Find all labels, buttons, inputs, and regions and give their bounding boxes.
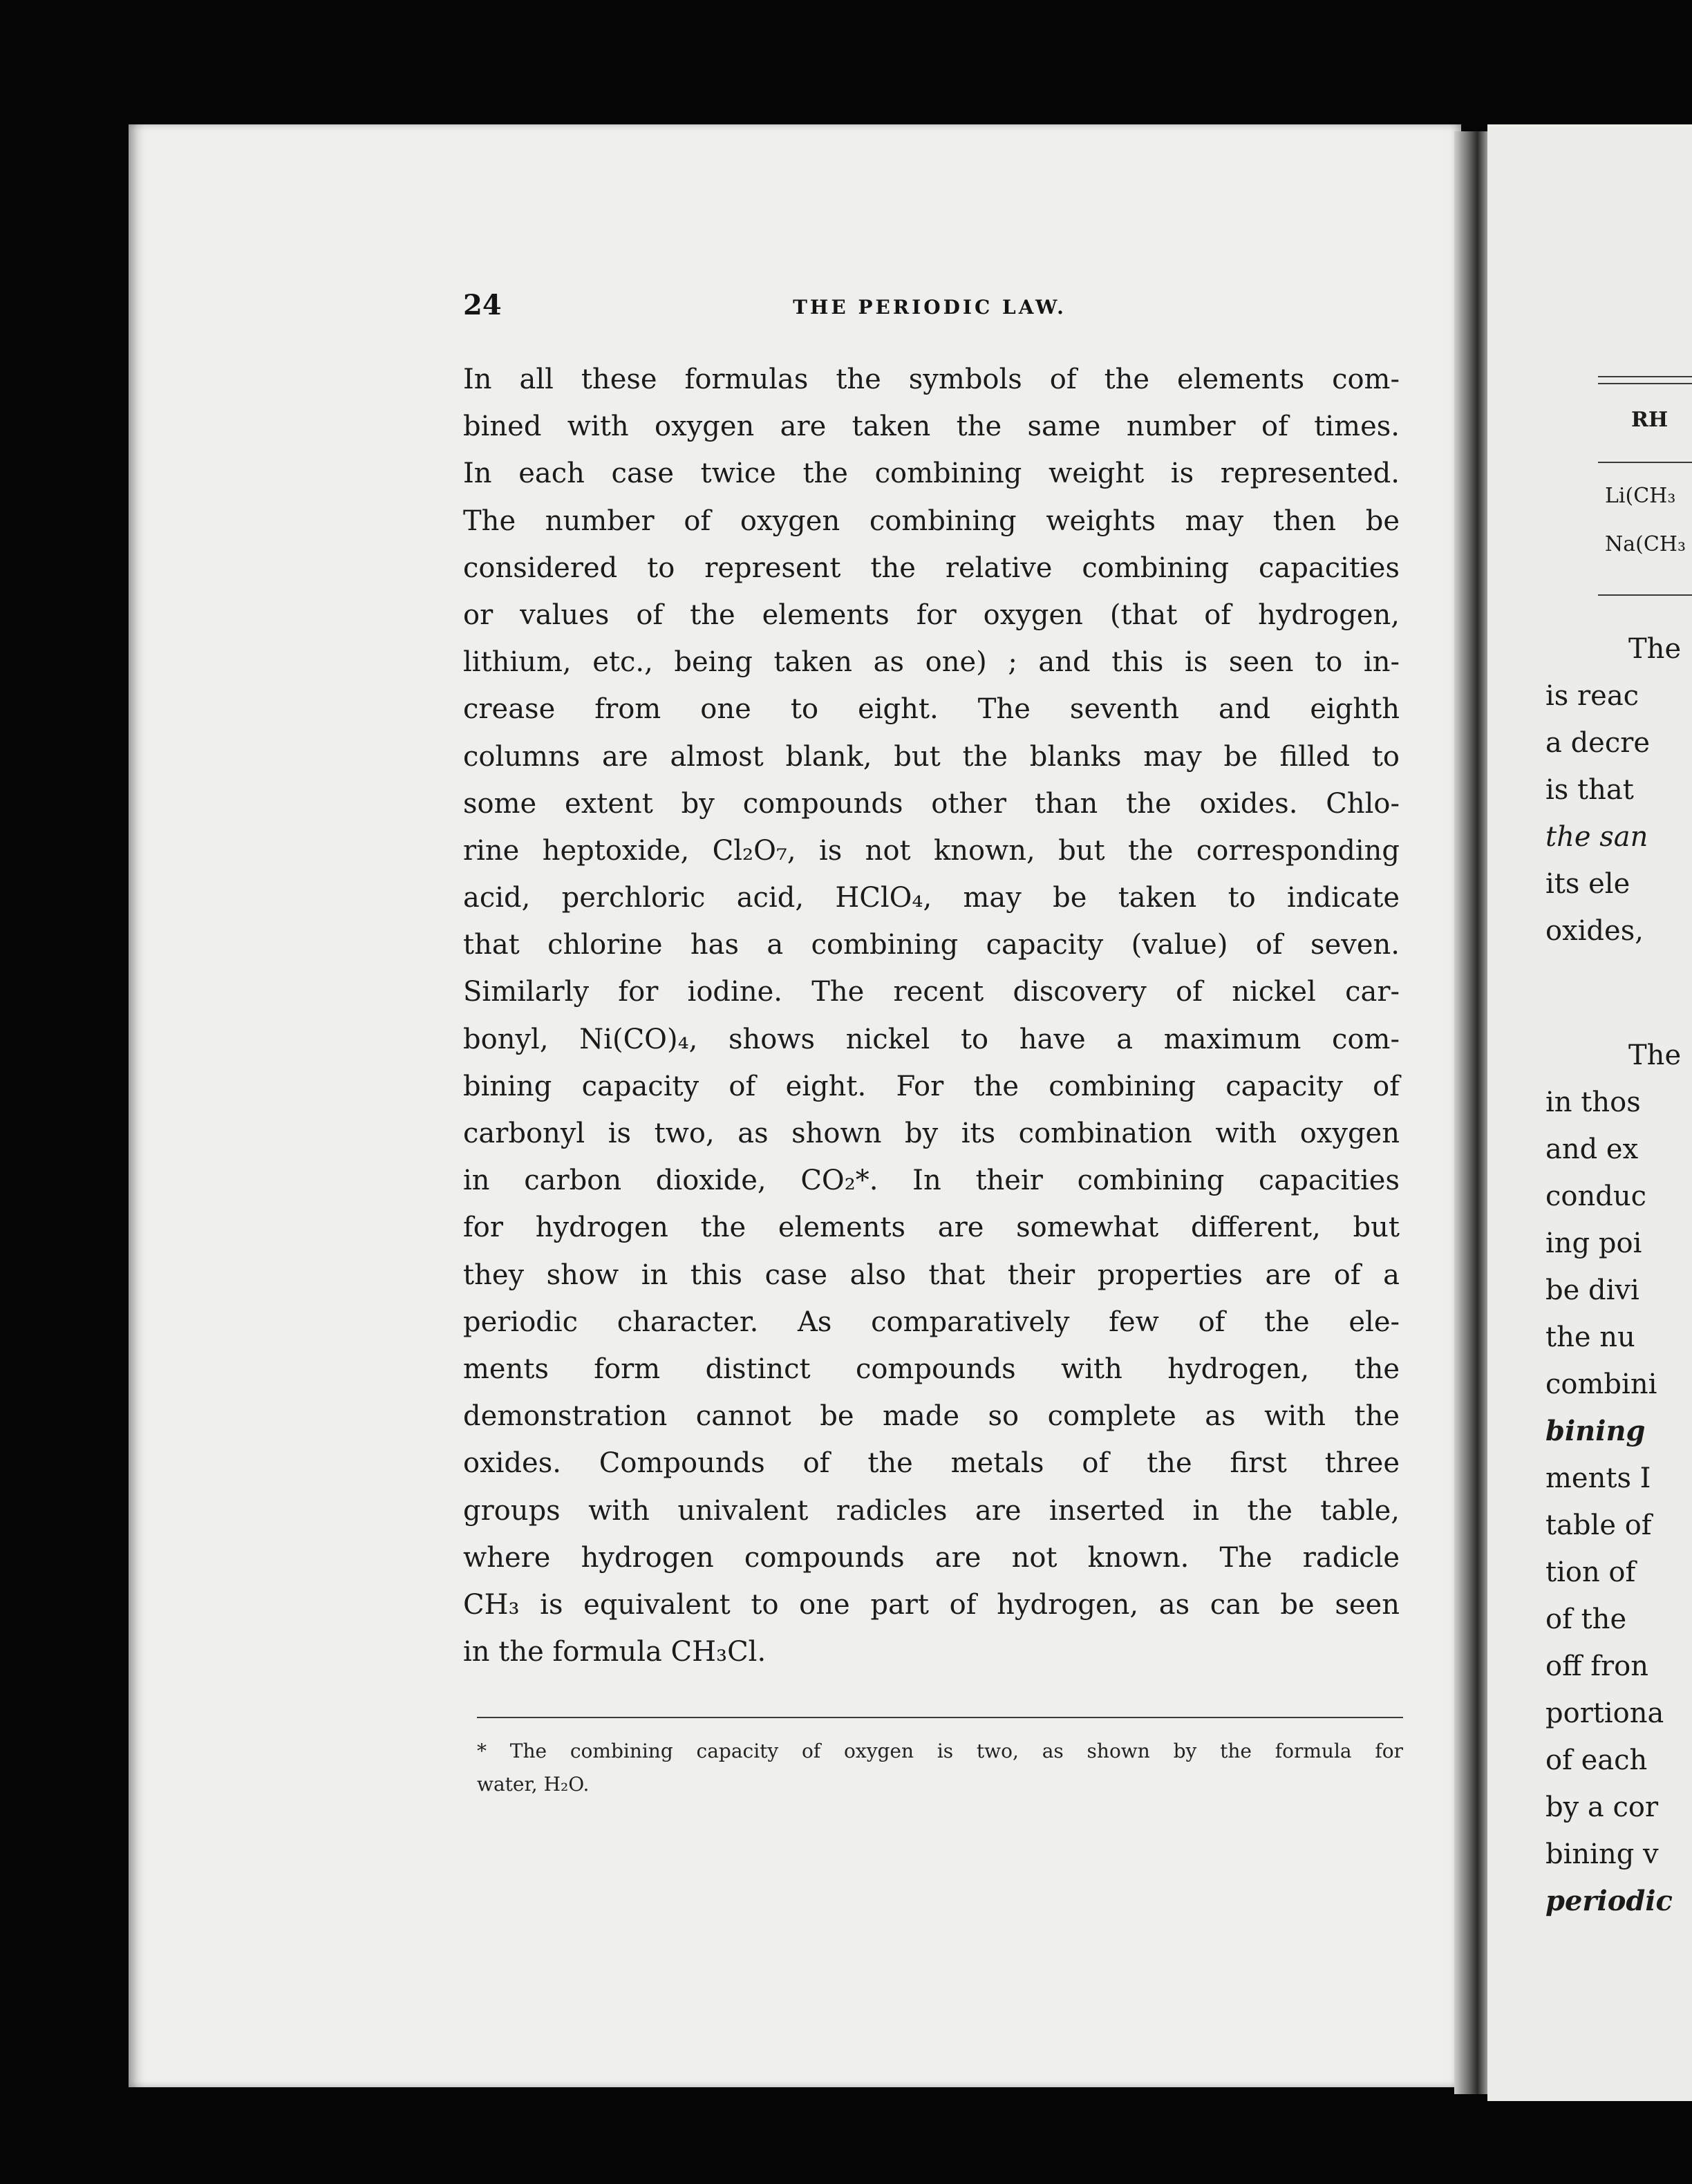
right-table-top-rule [1598,376,1692,377]
body-line: bining capacity of eight. For the combining capacity of [463,1070,1400,1102]
right-line: periodic [1545,1885,1673,1917]
right-line: its ele [1545,868,1630,900]
page-header [463,289,1396,330]
right-line: by a cor [1545,1791,1659,1823]
book-gutter [1454,131,1487,2094]
right-line: in thos [1545,1086,1641,1118]
right-line: oxides, [1545,915,1644,947]
body-text [463,356,1400,1675]
right-line: of each [1545,1744,1648,1776]
body-line: they show in this case also that their properties are of a [463,1259,1400,1291]
body-line: CH₃ is equivalent to one part of hydrogen, as can be seen [463,1588,1400,1621]
body-line: The number of oxygen combining weights may then be [463,505,1400,537]
body-line: where hydrogen compounds are not known. The radicle [463,1541,1400,1574]
right-table-row: Na(CH₃ [1605,532,1686,556]
body-line: in carbon dioxide, CO₂*. In their combining capacities [463,1165,1400,1197]
footnote-divider [477,1717,1403,1718]
right-line: be divi [1545,1274,1639,1306]
right-page-text [1545,625,1681,1925]
body-line: some extent by compounds other than the oxides. Chlo- [463,787,1400,820]
body-line: demonstration cannot be made so complete as with the [463,1400,1400,1433]
body-line: that chlorine has a combining capacity (value) of seven. [463,929,1400,961]
right-line: is that [1545,774,1634,806]
right-line: combini [1545,1368,1657,1400]
right-line: of the [1545,1603,1627,1635]
body-line: oxides. Compounds of the metals of the first three [463,1447,1400,1480]
right-line: is reac [1545,680,1639,712]
body-line: In each case twice the combining weight is represented. [463,458,1400,490]
right-table-bottom-rule [1598,594,1692,596]
body-line: carbonyl is two, as shown by its combination with oxygen [463,1118,1400,1149]
body-line: In all these formulas the symbols of the elements com- [463,364,1400,395]
right-line: conduc [1545,1180,1647,1212]
body-line: columns are almost blank, but the blanks may be filled to [463,740,1400,773]
right-table-header: RH [1631,408,1668,432]
body-line: ments form distinct compounds with hydrogen, the [463,1353,1400,1385]
body-line: or values of the elements for oxygen (that of hydrogen, [463,599,1400,631]
right-line: bining v [1545,1838,1659,1870]
right-line: off fron [1545,1650,1648,1682]
right-line: The [1628,633,1682,665]
body-line: bonyl, Ni(CO)₄, shows nickel to have a maximum com- [463,1023,1400,1055]
footnote-line: * The combining capacity of oxygen is two, as shown by the formula for [477,1740,1403,1762]
right-line: the san [1545,821,1648,853]
body-line: crease from one to eight. The seventh and eighth [463,693,1400,726]
right-table-row: Li(CH₃ [1605,484,1676,508]
footnote [477,1735,1403,1801]
body-line: Similarly for iodine. The recent discovery of nickel car- [463,976,1400,1008]
running-head: THE PERIODIC LAW. [793,296,1066,319]
body-line: for hydrogen the elements are somewhat different, but [463,1212,1400,1244]
right-line: tion of [1545,1556,1636,1588]
body-line: periodic character. As comparatively few of the ele- [463,1306,1400,1338]
right-line: ing poi [1545,1227,1642,1259]
body-line: considered to represent the relative combining capacities [463,552,1400,584]
right-line: and ex [1545,1133,1639,1165]
right-line: the nu [1545,1321,1635,1353]
right-table-top-rule-2 [1598,383,1692,384]
body-line: acid, perchloric acid, HClO₄, may be taken to indicate [463,882,1400,914]
footnote-line: water, H₂O. [477,1773,590,1796]
body-line: rine heptoxide, Cl₂O₇, is not known, but the corresponding [463,834,1400,867]
right-line: a decre [1545,727,1651,759]
right-table-mid-rule [1598,462,1692,463]
paragraph-gap [1545,954,1681,1032]
body-line: groups with univalent radicles are inserted in the table, [463,1494,1400,1527]
body-line: lithium, etc., being taken as one) ; and this is seen to in- [463,646,1400,679]
page-number: 24 [463,289,502,321]
right-line: portiona [1545,1697,1664,1729]
right-line: table of [1545,1509,1652,1541]
right-line: ments I [1545,1462,1651,1494]
right-line: bining [1545,1415,1646,1447]
right-line: The [1628,1039,1682,1071]
body-line: bined with oxygen are taken the same number of times. [463,411,1400,443]
body-line: in the formula CH₃Cl. [463,1636,767,1668]
